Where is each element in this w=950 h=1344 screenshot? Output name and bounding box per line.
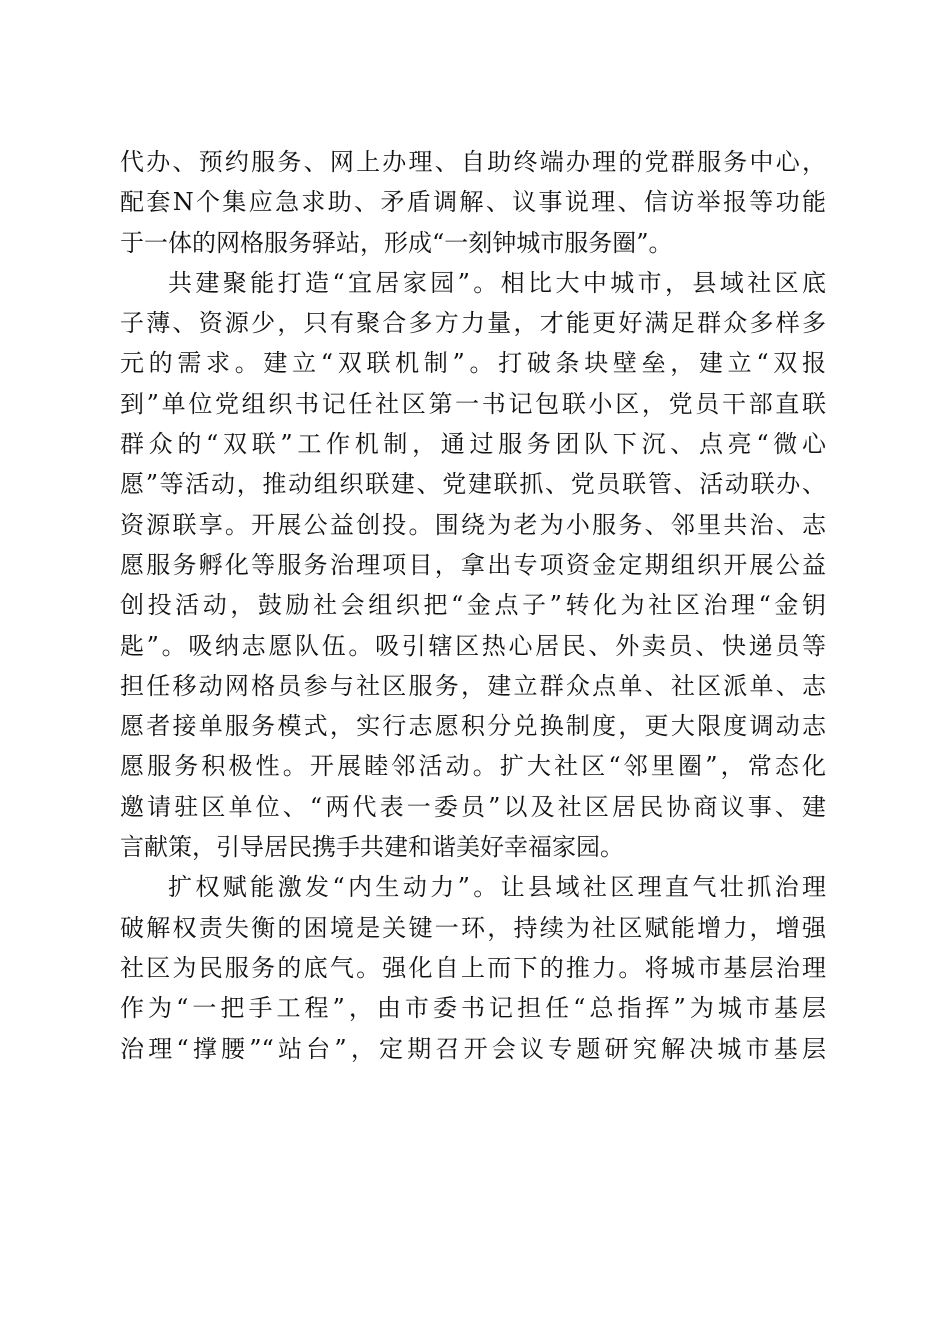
paragraph-service-center [120,142,826,263]
text-line: 愿服务孵化等服务治理项目，拿出专项资金定期组织开展公益 [120,550,826,579]
text-line: 创投活动，鼓励社会组织把“金点子”转化为社区治理“金钥 [120,591,826,620]
document-page [120,142,826,1069]
text-line: 扩权赋能激发“内生动力”。让县域社区理直气壮抓治理 [168,873,826,902]
text-line: 配套N个集应急求助、矛盾调解、议事说理、信访举报等功能 [120,188,826,217]
text-line: 资源联享。开展公益创投。围绕为老为小服务、邻里共治、志 [120,510,826,539]
text-line: 社区为民服务的底气。强化自上而下的推力。将城市基层治理 [120,953,826,982]
text-line: 到”单位党组织书记任社区第一书记包联小区，党员干部直联 [120,389,826,418]
text-line: 治理“撑腰”“站台”，定期召开会议专题研究解决城市基层 [120,1034,826,1063]
text-line: 元的需求。建立“双联机制”。打破条块壁垒，建立“双报 [120,349,826,378]
text-line: 愿”等活动，推动组织联建、党建联抓、党员联管、活动联办、 [120,470,826,499]
text-line: 邀请驻区单位、“两代表一委员”以及社区居民协商议事、建 [120,792,826,821]
text-line: 愿者接单服务模式，实行志愿积分兑换制度，更大限度调动志 [120,712,826,741]
text-line: 共建聚能打造“宜居家园”。相比大中城市，县域社区底 [168,268,826,297]
paragraph-empowerment [120,867,826,1068]
text-line: 匙”。吸纳志愿队伍。吸引辖区热心居民、外卖员、快递员等 [120,631,826,660]
text-line: 子薄、资源少，只有聚合多方力量，才能更好满足群众多样多 [120,309,826,338]
text-line: 群众的“双联”工作机制，通过服务团队下沉、点亮“微心 [120,430,826,459]
text-line: 作为“一把手工程”，由市委书记担任“总指挥”为城市基层 [120,994,826,1023]
text-line: 于一体的网格服务驿站，形成“一刻钟城市服务圈”。 [120,228,673,257]
text-line: 破解权责失衡的困境是关键一环，持续为社区赋能增力，增强 [120,913,826,942]
text-line: 言献策，引导居民携手共建和谐美好幸福家园。 [120,833,624,862]
text-line: 担任移动网格员参与社区服务，建立群众点单、社区派单、志 [120,671,826,700]
paragraph-co-construction [120,263,826,867]
text-line: 代办、预约服务、网上办理、自助终端办理的党群服务中心， [120,148,826,176]
text-line: 愿服务积极性。开展睦邻活动。扩大社区“邻里圈”，常态化 [120,752,826,781]
